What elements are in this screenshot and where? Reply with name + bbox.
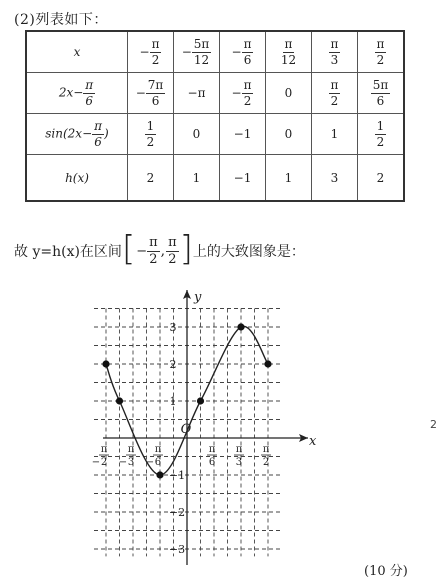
x-tick-num: π [154,444,162,455]
table-cell [266,31,312,73]
row-header-frac [92,120,104,148]
cell-text: 1 [284,170,293,185]
x-axis-label: x [309,434,317,449]
row-header-den: 6 [94,134,102,149]
x-tick-num: π [262,444,270,455]
cell-frac [145,120,157,148]
table-cell [266,73,312,114]
row-header [26,73,128,114]
table-cell [220,31,266,73]
data-point [156,471,163,478]
x-tick-num: π [127,444,135,455]
table-cell [358,155,405,202]
cell-den: 12 [193,52,210,67]
cell-text: 2 [146,170,155,185]
cell-frac [329,79,341,107]
data-point [264,360,271,367]
x-tick-num: π [208,444,216,455]
y-tick-label: −3 [168,543,186,556]
row-header-num: π [85,77,94,92]
label-layer [92,290,317,556]
table-cell [220,155,266,202]
table-cell [312,31,358,73]
y-tick-label: 1 [169,395,177,408]
table-cell [174,31,220,73]
x-tick-den: 6 [154,457,162,468]
x-tick-sign: − [91,457,101,468]
data-point [237,323,244,330]
cell-num: π [376,36,385,51]
x-tick-den: 2 [262,457,270,468]
y-tick-label: 2 [169,358,177,371]
x-tick-den: 2 [100,457,108,468]
y-tick-label: 3 [169,321,177,334]
axis-layer [100,290,308,565]
interval-upper-num: π [168,234,177,250]
cell-fraction [231,36,254,67]
y-tick-label: −1 [168,469,186,482]
cell-text: 0 [284,127,293,141]
row-header-text: h(x) [65,170,89,185]
cell-text: 0 [192,127,201,141]
x-tick-num: π [100,444,108,455]
table-cell [266,114,312,155]
cell-text: −1 [233,127,252,141]
caption-suffix: 上的大致图象是： [192,244,305,260]
heading: (2)列表如下： [14,12,108,28]
table-cell [174,73,220,114]
caption-prefix: 故 y=h(x)在区间 [14,244,122,260]
table-row [26,155,404,202]
cell-den: 2 [330,93,339,108]
cell-frac [242,38,254,66]
row-header [26,114,128,155]
cell-fraction [145,118,157,149]
value-table [25,30,405,202]
left-bracket: [ [121,229,136,269]
table-cell [220,73,266,114]
row-header [26,31,128,73]
cell-den: 2 [376,52,385,67]
cell-sign: − [139,44,150,59]
interval-lower-sign: − [136,243,148,259]
x-tick-den: 3 [235,457,243,468]
cell-text: 2 [376,170,385,185]
cell-num: π [243,77,252,92]
x-tick-label [261,444,271,468]
interval-lower-num: π [149,234,158,250]
table-cell [174,155,220,202]
interval-upper [166,236,179,266]
x-tick-sign: − [118,457,128,468]
function-graph [0,280,440,572]
row-header-prefix: 2x− [58,85,84,100]
cell-text: 1 [192,170,201,185]
table-cell [266,155,312,202]
table-cell [312,114,358,155]
cell-frac [150,38,162,66]
cell-den: 3 [330,52,339,67]
interval-lower-den: 2 [149,251,158,267]
x-tick-label [207,444,217,468]
interval-lower [136,236,159,266]
table-cell [312,155,358,202]
table-cell [128,31,174,73]
cell-den: 6 [151,93,160,108]
cell-num: 1 [146,118,155,133]
table-body [26,31,404,201]
cell-sign: − [135,85,146,100]
interval-upper-den: 2 [168,251,177,267]
cell-num: 5π [193,36,210,51]
x-tick-sign: − [145,457,155,468]
cell-den: 6 [243,52,252,67]
table-cell [128,114,174,155]
cell-frac [375,120,387,148]
cell-fraction [139,36,162,67]
data-point [116,397,123,404]
cell-num: 5π [372,77,389,92]
cell-frac [279,38,298,66]
interval-comma: , [160,243,166,259]
cell-frac [192,38,212,66]
cell-fraction [329,77,341,108]
table-cell [128,155,174,202]
row-header [26,155,128,202]
interval-upper-frac [166,236,179,266]
y-axis-label: y [194,290,202,305]
cell-frac [242,79,254,107]
cell-text: −1 [233,170,252,185]
table-cell [128,73,174,114]
cell-num: π [151,36,160,51]
right-bracket: ] [179,229,193,269]
cell-frac [371,79,391,107]
cell-den: 2 [376,134,385,149]
cell-num: 7π [147,77,164,92]
interval-lower-frac [147,236,160,266]
cell-frac [146,79,166,107]
cell-fraction [375,36,387,67]
cell-num: 1 [376,118,385,133]
x-tick-label [234,444,244,468]
x-tick-den: 3 [127,457,135,468]
cell-den: 12 [280,52,297,67]
row-header-suffix: ) [104,126,109,141]
cell-fraction [279,36,298,67]
y-tick-label: −2 [168,506,186,519]
table-row [26,114,404,155]
cell-text: 1 [330,127,339,141]
row-header-num: π [94,118,103,133]
cell-fraction [375,118,387,149]
table-row [26,73,404,114]
score-label: (10 分) [364,564,408,579]
x-tick-num: π [235,444,243,455]
cell-frac [375,38,387,66]
cell-den: 2 [151,52,160,67]
table-cell [312,73,358,114]
table-cell [358,73,405,114]
table-cell [358,31,405,73]
cell-den: 2 [146,134,155,149]
table-cell [220,114,266,155]
origin-label: O [180,422,192,437]
caption [14,229,305,269]
cell-sign: − [231,85,242,100]
table-row [26,31,404,73]
table-cell [174,114,220,155]
x-tick-den: 6 [208,457,216,468]
cell-sign: − [231,44,242,59]
cell-fraction [231,77,254,108]
cell-num: π [330,36,339,51]
cell-fraction [329,36,341,67]
row-header-text: x [73,45,81,59]
row-header-frac [83,79,95,107]
data-point [102,360,109,367]
cell-text: 0 [284,86,293,100]
row-header-prefix: sin(2x− [45,126,93,141]
row-header-den: 6 [85,93,94,108]
data-point [197,397,204,404]
cell-text: 3 [330,170,339,185]
cell-den: 6 [376,93,385,108]
table-cell [358,114,405,155]
cell-num: π [330,77,339,92]
cell-sign: − [181,44,192,59]
margin-mark: 2 [430,418,437,431]
cell-text: −π [187,86,206,100]
cell-num: π [284,36,293,51]
cell-num: π [243,36,252,51]
cell-den: 2 [243,93,252,108]
cell-frac [329,38,341,66]
